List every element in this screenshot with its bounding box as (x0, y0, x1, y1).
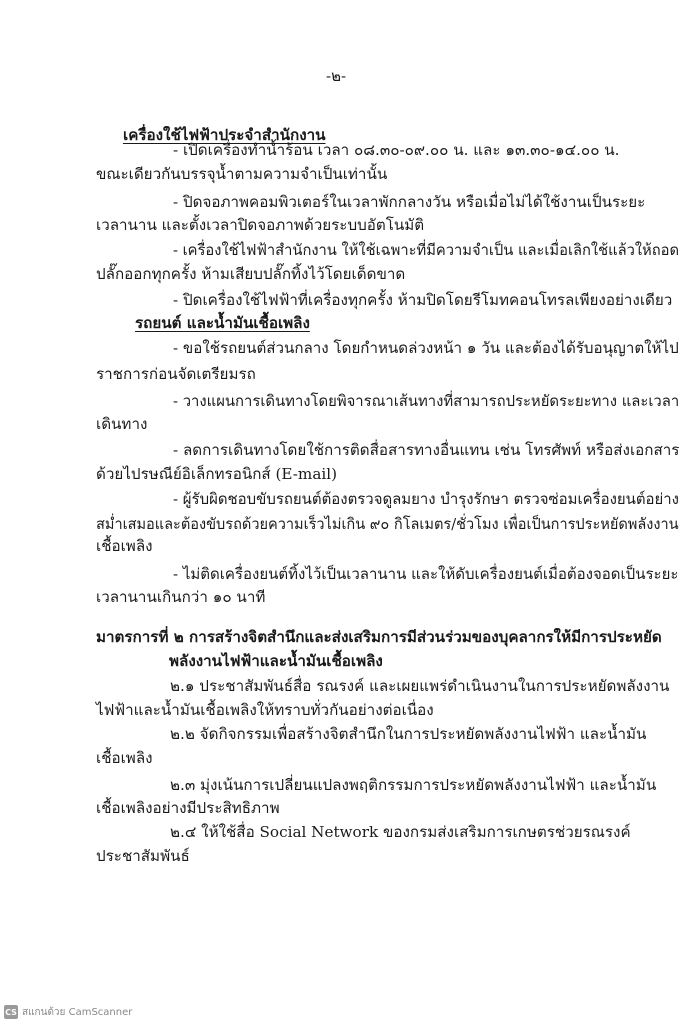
vehicle-line: เวลานานเกินกว่า ๑๐ นาที (96, 588, 266, 606)
office-line: - เปิดเครื่องทำน้ำร้อน เวลา ๐๘.๓๐-๐๙.๐๐ น. และ ๑๓.๓๐-๑๔.๐๐ น. (173, 141, 620, 159)
measure2-heading-cont: พลังงานไฟฟ้าและน้ำมันเชื้อเพลิง (169, 652, 383, 670)
page-number: -๒- (326, 67, 347, 85)
measure2-item: ๒.๔ ให้ใช้สื่อ Social Network ของกรมส่งเสริมการเกษตรช่วยรณรงค์ (170, 823, 631, 841)
measure2-item: ๒.๓ มุ่งเน้นการเปลี่ยนแปลงพฤติกรรมการประหยัดพลังงานไฟฟ้า และน้ำมัน (170, 776, 657, 794)
vehicle-line: ราชการก่อนจัดเตรียมรถ (96, 365, 256, 383)
vehicle-line: ด้วยไปรษณีย์อิเล็กทรอนิกส์ (E-mail) (96, 465, 338, 483)
office-line: เวลานาน และตั้งเวลาปิดจอภาพด้วยระบบอัตโนมัติ (96, 216, 425, 234)
measure2-item: ไฟฟ้าและน้ำมันเชื้อเพลิงให้ทราบทั่วกันอย่างต่อเนื่อง (96, 701, 434, 719)
vehicle-line: - ลดการเดินทางโดยใช้การติดสื่อสารทางอื่นแทน เช่น โทรศัพท์ หรือส่งเอกสาร (173, 441, 680, 459)
measure2-item: ๒.๒ จัดกิจกรรมเพื่อสร้างจิตสำนึกในการประหยัดพลังงานไฟฟ้า และน้ำมัน (170, 725, 647, 743)
office-heading: เครื่องใช้ไฟฟ้าประจำสำนักงาน (123, 126, 326, 144)
measure2-item: เชื้อเพลิง (96, 749, 153, 767)
office-line: - เครื่องใช้ไฟฟ้าสำนักงาน ให้ใช้เฉพาะที่มีความจำเป็น และเมื่อเลิกใช้แล้วให้ถอด (173, 241, 680, 259)
scanner-watermark (4, 1004, 132, 1020)
vehicle-line: เดินทาง (96, 415, 148, 433)
office-line: - ปิดจอภาพคอมพิวเตอร์ในเวลาพักกลางวัน หรือเมื่อไม่ได้ใช้งานเป็นระยะ (173, 193, 646, 211)
vehicle-line: - ไม่ติดเครื่องยนต์ทิ้งไว้เป็นเวลานาน และให้ดับเครื่องยนต์เมื่อต้องจอดเป็นระยะ (173, 565, 679, 583)
measure2-item: ๒.๑ ประชาสัมพันธ์สื่อ รณรงค์ และเผยแพร่ดำเนินงานในการประหยัดพลังงาน (170, 677, 670, 695)
vehicle-line: - วางแผนการเดินทางโดยพิจารณาเส้นทางที่สามารถประหยัดระยะทาง และเวลา (173, 392, 680, 410)
camscanner-logo-icon: CS (4, 1005, 18, 1019)
measure2-heading: มาตรการที่ ๒ การสร้างจิตสำนึกและส่งเสริมการมีส่วนร่วมของบุคลากรให้มีการประหยัด (96, 628, 662, 646)
watermark-text: สแกนด้วย CamScanner (22, 1006, 133, 1018)
vehicle-line: สม่ำเสมอและต้องขับรถด้วยความเร็วไม่เกิน ๙๐ กิโลเมตร/ชั่วโมง เพื่อเป็นการประหยัดพลังงาน (96, 515, 679, 533)
vehicle-line: - ขอใช้รถยนต์ส่วนกลาง โดยกำหนดล่วงหน้า ๑ วัน และต้องได้รับอนุญาตให้ไป (173, 339, 679, 357)
office-line: ขณะเดียวกันบรรจุน้ำตามความจำเป็นเท่านั้น (96, 165, 388, 183)
measure2-item: ประชาสัมพันธ์ (96, 847, 190, 865)
office-line: - ปิดเครื่องใช้ไฟฟ้าที่เครื่องทุกครั้ง ห้ามปิดโดยรีโมทคอนโทรลเพียงอย่างเดียว (173, 291, 673, 309)
vehicle-heading: รถยนต์ และน้ำมันเชื้อเพลิง (135, 314, 310, 332)
office-line: ปลั๊กออกทุกครั้ง ห้ามเสียบปลั๊กทิ้งไว้โดยเด็ดขาด (96, 265, 406, 283)
vehicle-line: - ผู้รับผิดชอบขับรถยนต์ต้องตรวจดูลมยาง บำรุงรักษา ตรวจซ่อมเครื่องยนต์อย่าง (173, 490, 679, 508)
measure2-item: เชื้อเพลิงอย่างมีประสิทธิภาพ (96, 799, 280, 817)
vehicle-line: เชื้อเพลิง (96, 537, 153, 555)
